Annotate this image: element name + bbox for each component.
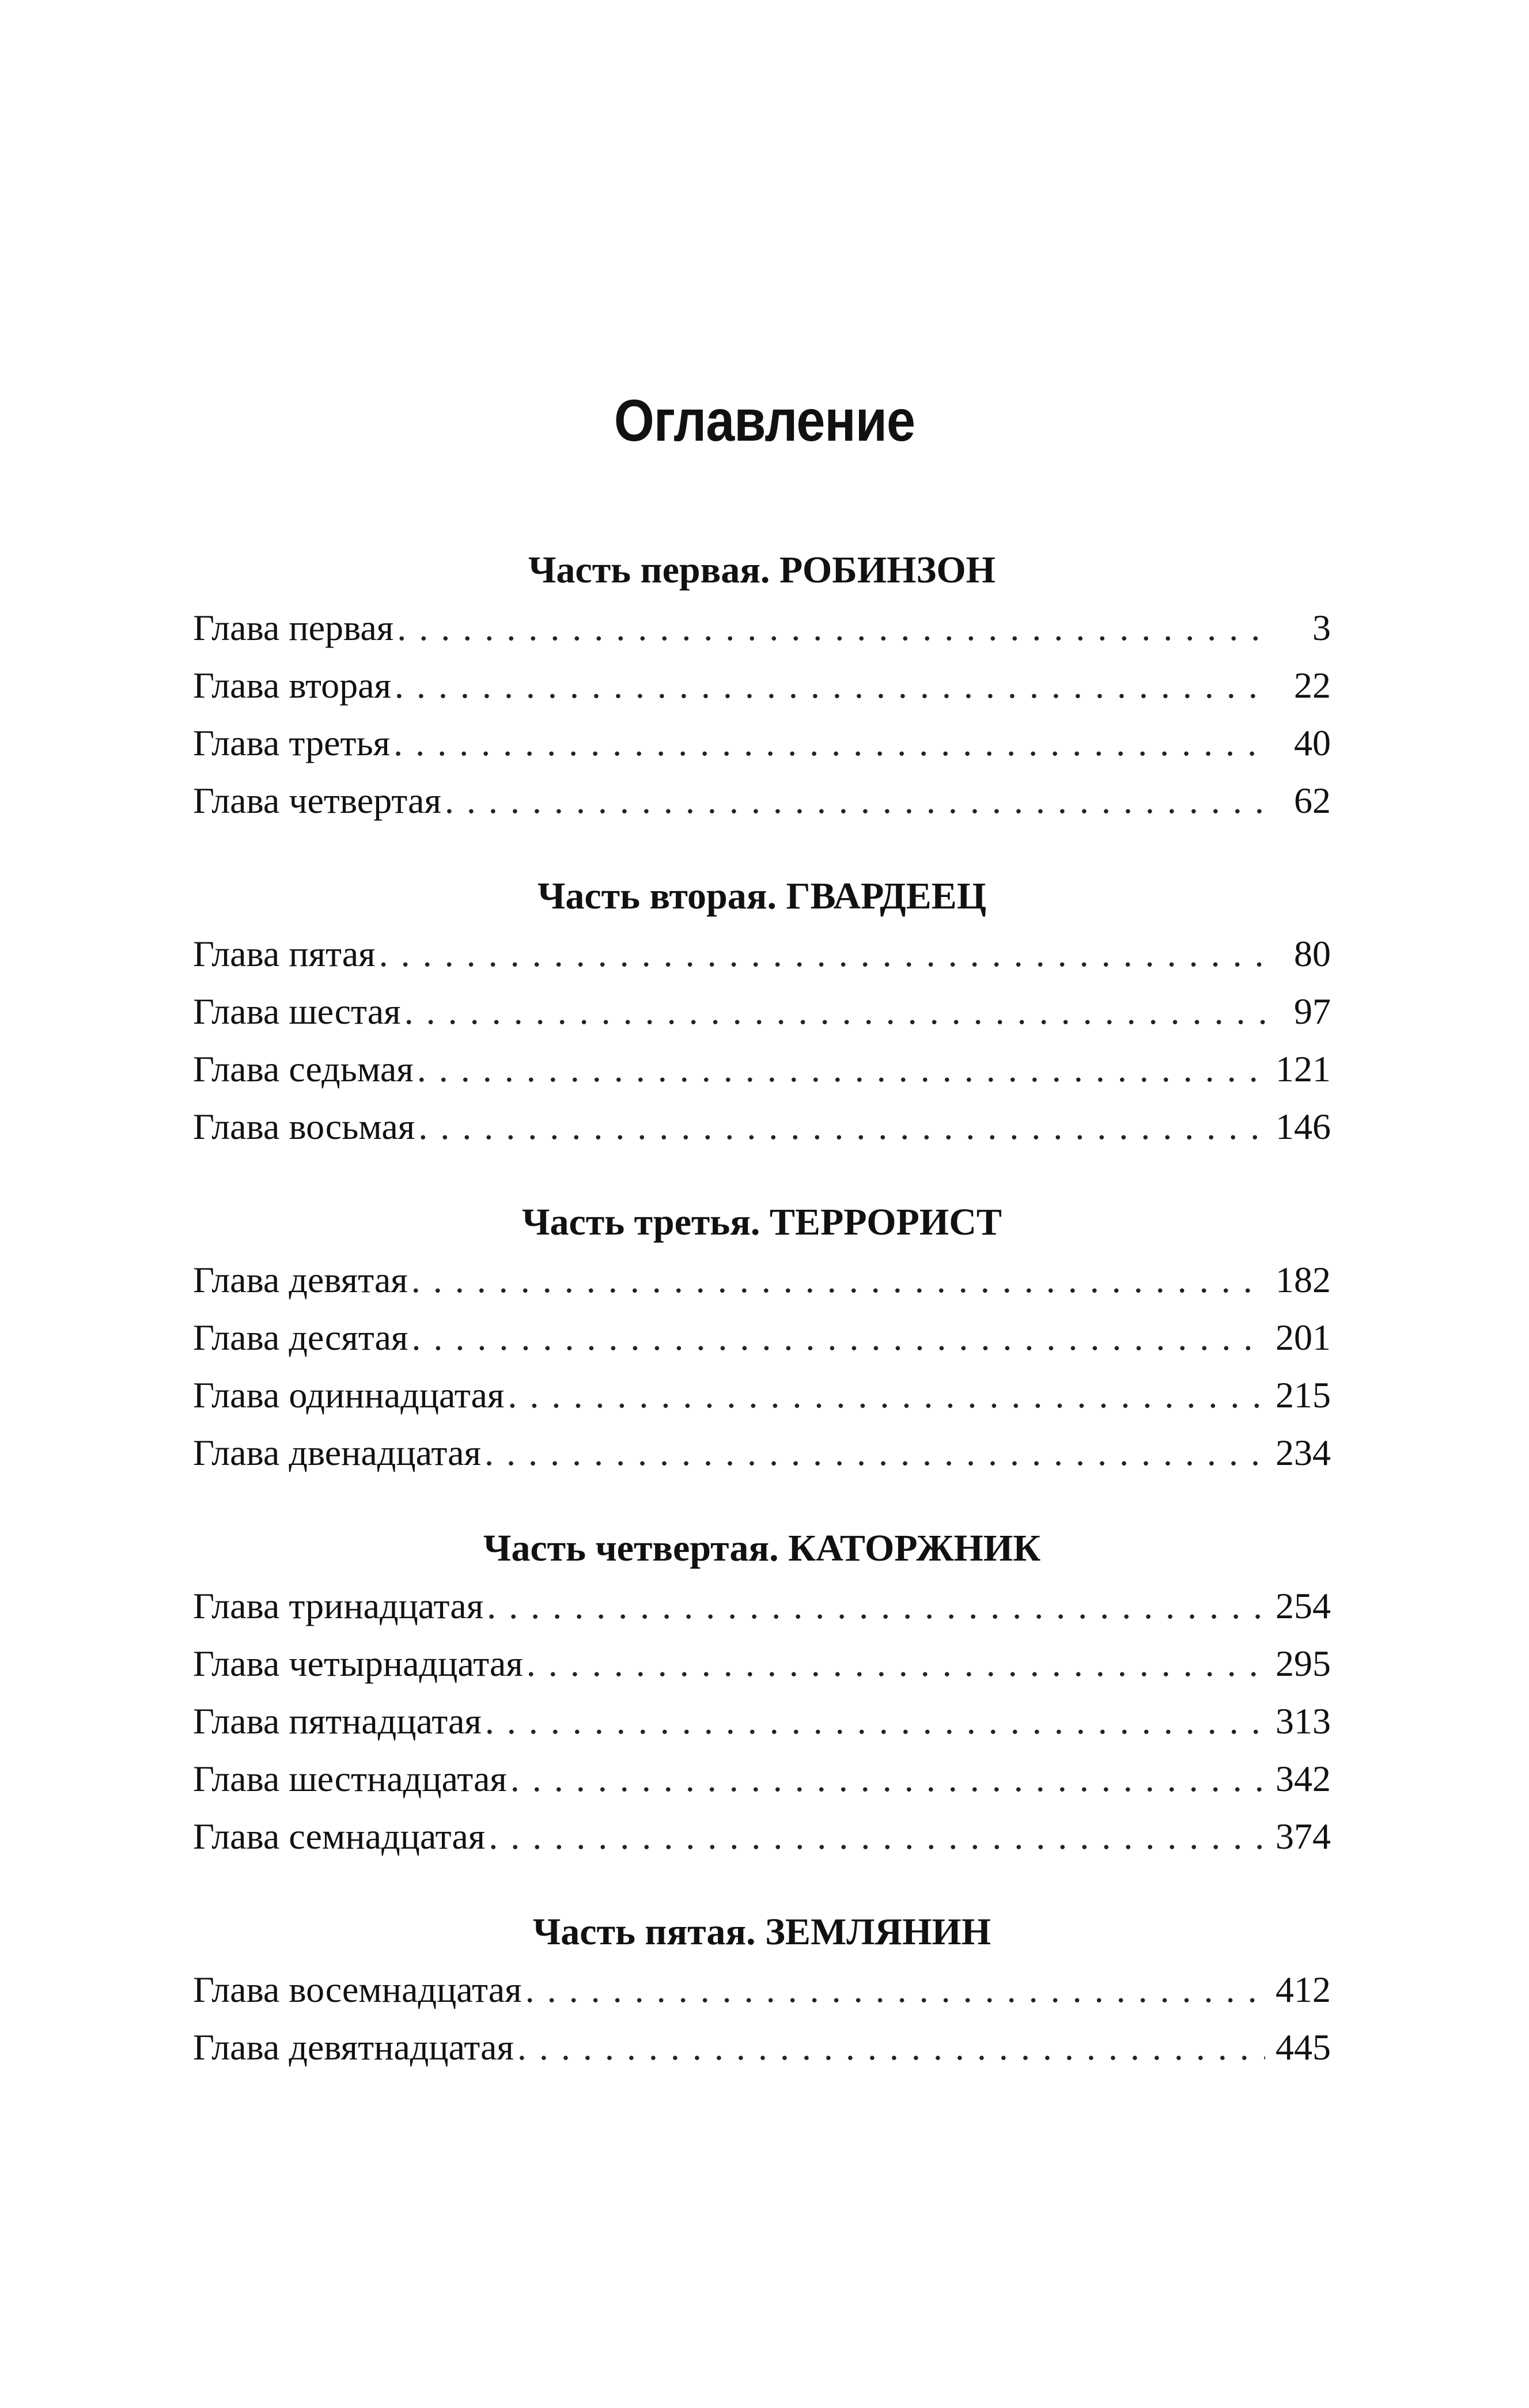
toc-entry[interactable] xyxy=(193,772,1331,830)
chapter-title: Глава седьмая xyxy=(193,1048,414,1089)
toc-entry[interactable] xyxy=(193,983,1331,1040)
chapter-title: Глава пятая xyxy=(193,933,376,974)
page-number: 146 xyxy=(1276,1106,1331,1147)
chapter-title: Глава вторая xyxy=(193,665,391,706)
toc-entry[interactable] xyxy=(193,657,1331,714)
page-number: 445 xyxy=(1276,2027,1331,2068)
table-of-contents xyxy=(193,542,1331,2076)
page-number: 254 xyxy=(1276,1585,1331,1626)
chapter-title: Глава восемнадцатая xyxy=(193,1969,522,2010)
toc-part xyxy=(193,868,1331,1156)
toc-entry[interactable] xyxy=(193,1961,1331,2019)
page-number: 313 xyxy=(1276,1701,1331,1741)
page-number: 374 xyxy=(1276,1816,1331,1857)
page-number: 62 xyxy=(1294,780,1331,821)
chapter-title: Глава третья xyxy=(193,722,391,763)
page-title: Оглавление xyxy=(614,388,915,453)
part-heading: Часть пятая. ЗЕМЛЯНИН xyxy=(532,1911,991,1953)
toc-part xyxy=(193,1194,1331,1482)
chapter-title: Глава тринадцатая xyxy=(193,1585,484,1626)
toc-entry[interactable] xyxy=(193,925,1331,983)
dot-leader xyxy=(525,1961,1265,2019)
dot-leader xyxy=(517,2019,1265,2076)
dot-leader xyxy=(485,1693,1265,1750)
toc-entry[interactable] xyxy=(193,1251,1331,1309)
page-number: 121 xyxy=(1276,1048,1331,1089)
chapter-title: Глава первая xyxy=(193,607,394,648)
chapter-title: Глава шестая xyxy=(193,991,401,1032)
chapter-title: Глава восьмая xyxy=(193,1106,415,1147)
page-number: 201 xyxy=(1276,1317,1331,1358)
toc-entry[interactable] xyxy=(193,1366,1331,1424)
toc-entry[interactable] xyxy=(193,1635,1331,1693)
toc-entry[interactable] xyxy=(193,1309,1331,1366)
toc-part xyxy=(193,1903,1331,2076)
part-heading: Часть четвертая. КАТОРЖНИК xyxy=(483,1527,1041,1569)
toc-entry[interactable] xyxy=(193,1808,1331,1865)
dot-leader xyxy=(445,772,1265,830)
page-number: 342 xyxy=(1276,1758,1331,1799)
dot-leader xyxy=(411,1251,1265,1309)
dot-leader xyxy=(393,714,1265,772)
chapter-title: Глава девятая xyxy=(193,1259,408,1300)
dot-leader xyxy=(510,1750,1265,1808)
chapter-title: Глава двенадцатая xyxy=(193,1432,481,1473)
dot-leader xyxy=(489,1808,1265,1865)
chapter-title: Глава десятая xyxy=(193,1317,408,1358)
chapter-title: Глава семнадцатая xyxy=(193,1816,486,1857)
dot-leader xyxy=(417,1040,1265,1098)
page-number: 3 xyxy=(1312,607,1331,648)
dot-leader xyxy=(508,1366,1265,1424)
chapter-title: Глава шестнадцатая xyxy=(193,1758,507,1799)
dot-leader xyxy=(418,1098,1265,1156)
toc-part xyxy=(193,1520,1331,1865)
dot-leader xyxy=(527,1635,1265,1693)
page-number: 80 xyxy=(1294,933,1331,974)
page-number: 215 xyxy=(1276,1375,1331,1415)
chapter-title: Глава девятнадцатая xyxy=(193,2027,514,2068)
dot-leader xyxy=(411,1309,1265,1366)
chapter-title: Глава четвертая xyxy=(193,780,441,821)
dot-leader xyxy=(485,1424,1265,1482)
dot-leader xyxy=(379,925,1265,983)
toc-entry[interactable] xyxy=(193,1040,1331,1098)
chapter-title: Глава четырнадцатая xyxy=(193,1643,523,1684)
page-number: 97 xyxy=(1294,991,1331,1032)
toc-part xyxy=(193,542,1331,830)
toc-entry[interactable] xyxy=(193,714,1331,772)
page-number: 22 xyxy=(1294,665,1331,706)
page-number: 295 xyxy=(1276,1643,1331,1684)
part-heading: Часть первая. РОБИНЗОН xyxy=(528,549,996,591)
chapter-title: Глава пятнадцатая xyxy=(193,1701,482,1741)
toc-entry[interactable] xyxy=(193,1750,1331,1808)
page-number: 40 xyxy=(1294,722,1331,763)
page-number: 234 xyxy=(1276,1432,1331,1473)
toc-entry[interactable] xyxy=(193,1098,1331,1156)
dot-leader xyxy=(404,983,1265,1040)
toc-entry[interactable] xyxy=(193,1693,1331,1750)
toc-entry[interactable] xyxy=(193,1424,1331,1482)
chapter-title: Глава одиннадцатая xyxy=(193,1375,505,1415)
dot-leader xyxy=(487,1577,1265,1635)
dot-leader xyxy=(397,599,1265,657)
toc-entry[interactable] xyxy=(193,599,1331,657)
page-number: 412 xyxy=(1276,1969,1331,2010)
part-heading: Часть вторая. ГВАРДЕЕЦ xyxy=(537,875,987,917)
part-heading: Часть третья. ТЕРРОРИСТ xyxy=(522,1201,1002,1243)
toc-entry[interactable] xyxy=(193,1577,1331,1635)
dot-leader xyxy=(395,657,1265,714)
page-number: 182 xyxy=(1276,1259,1331,1300)
toc-entry[interactable] xyxy=(193,2019,1331,2076)
